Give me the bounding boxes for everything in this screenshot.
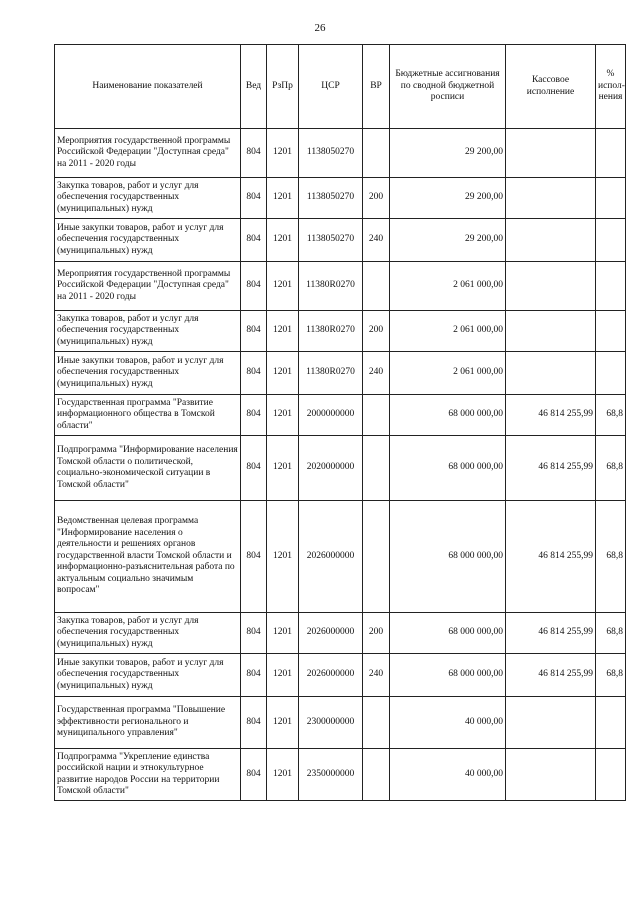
cell-ved: 804 xyxy=(241,749,267,801)
cell-budget: 68 000 000,00 xyxy=(390,654,506,697)
table-row xyxy=(55,613,626,654)
cell-vr: 200 xyxy=(363,311,390,352)
cell-vr xyxy=(363,697,390,749)
cell-rzpr: 1201 xyxy=(267,262,299,311)
table-row xyxy=(55,436,626,501)
cell-name: Иные закупки товаров, работ и услуг для обеспечения государственных (муниципальных) нужд xyxy=(55,219,241,262)
header-kassa: Кассовое исполнение xyxy=(506,45,596,129)
table-row xyxy=(55,654,626,697)
cell-ved: 804 xyxy=(241,262,267,311)
cell-ved: 804 xyxy=(241,311,267,352)
cell-name: Закупка товаров, работ и услуг для обеспечения государственных (муниципальных) нужд xyxy=(55,178,241,219)
cell-kassa xyxy=(506,697,596,749)
cell-rzpr: 1201 xyxy=(267,129,299,178)
cell-csr: 2300000000 xyxy=(299,697,363,749)
table-row xyxy=(55,129,626,178)
cell-pct xyxy=(596,129,626,178)
cell-ved: 804 xyxy=(241,219,267,262)
cell-pct xyxy=(596,178,626,219)
cell-vr xyxy=(363,395,390,436)
cell-rzpr: 1201 xyxy=(267,436,299,501)
cell-budget: 2 061 000,00 xyxy=(390,352,506,395)
cell-name: Подпрограмма "Информирование населения Томской области о политической, социально-экономической ситуации в Томской области" xyxy=(55,436,241,501)
cell-csr: 2000000000 xyxy=(299,395,363,436)
header-csr: ЦСР xyxy=(299,45,363,129)
cell-pct xyxy=(596,311,626,352)
cell-budget: 40 000,00 xyxy=(390,697,506,749)
header-ved: Вед xyxy=(241,45,267,129)
cell-pct xyxy=(596,749,626,801)
cell-csr: 11380R0270 xyxy=(299,352,363,395)
table-row xyxy=(55,395,626,436)
cell-budget: 29 200,00 xyxy=(390,219,506,262)
header-vr: ВР xyxy=(363,45,390,129)
table-row xyxy=(55,697,626,749)
cell-csr: 1138050270 xyxy=(299,178,363,219)
budget-table xyxy=(54,44,626,801)
cell-pct xyxy=(596,262,626,311)
cell-budget: 29 200,00 xyxy=(390,178,506,219)
cell-budget: 2 061 000,00 xyxy=(390,311,506,352)
cell-pct: 68,8 xyxy=(596,501,626,613)
cell-kassa xyxy=(506,352,596,395)
header-pct: % испол- нения xyxy=(596,45,626,129)
cell-name: Закупка товаров, работ и услуг для обеспечения государственных (муниципальных) нужд xyxy=(55,613,241,654)
cell-ved: 804 xyxy=(241,654,267,697)
cell-budget: 68 000 000,00 xyxy=(390,395,506,436)
cell-name: Мероприятия государственной программы Российской Федерации "Доступная среда" на 2011 - 2020 годы xyxy=(55,262,241,311)
table-row xyxy=(55,219,626,262)
cell-csr: 2350000000 xyxy=(299,749,363,801)
cell-rzpr: 1201 xyxy=(267,613,299,654)
cell-rzpr: 1201 xyxy=(267,178,299,219)
cell-pct: 68,8 xyxy=(596,436,626,501)
cell-ved: 804 xyxy=(241,352,267,395)
cell-kassa: 46 814 255,99 xyxy=(506,436,596,501)
cell-rzpr: 1201 xyxy=(267,219,299,262)
cell-ved: 804 xyxy=(241,501,267,613)
cell-kassa xyxy=(506,311,596,352)
cell-vr: 240 xyxy=(363,352,390,395)
cell-kassa xyxy=(506,219,596,262)
page-number: 26 xyxy=(314,22,326,34)
cell-ved: 804 xyxy=(241,697,267,749)
cell-ved: 804 xyxy=(241,613,267,654)
cell-vr: 200 xyxy=(363,178,390,219)
table-row xyxy=(55,501,626,613)
cell-csr: 2020000000 xyxy=(299,436,363,501)
cell-rzpr: 1201 xyxy=(267,395,299,436)
cell-ved: 804 xyxy=(241,129,267,178)
cell-vr: 240 xyxy=(363,654,390,697)
cell-pct: 68,8 xyxy=(596,395,626,436)
cell-budget: 68 000 000,00 xyxy=(390,501,506,613)
cell-csr: 11380R0270 xyxy=(299,311,363,352)
cell-csr: 1138050270 xyxy=(299,219,363,262)
cell-rzpr: 1201 xyxy=(267,352,299,395)
cell-name: Иные закупки товаров, работ и услуг для обеспечения государственных (муниципальных) нужд xyxy=(55,352,241,395)
cell-rzpr: 1201 xyxy=(267,311,299,352)
cell-vr: 200 xyxy=(363,613,390,654)
cell-budget: 40 000,00 xyxy=(390,749,506,801)
cell-kassa: 46 814 255,99 xyxy=(506,501,596,613)
cell-csr: 2026000000 xyxy=(299,613,363,654)
cell-budget: 29 200,00 xyxy=(390,129,506,178)
table-row xyxy=(55,178,626,219)
cell-name: Иные закупки товаров, работ и услуг для обеспечения государственных (муниципальных) нужд xyxy=(55,654,241,697)
cell-pct: 68,8 xyxy=(596,613,626,654)
table-row xyxy=(55,749,626,801)
cell-pct xyxy=(596,697,626,749)
cell-rzpr: 1201 xyxy=(267,501,299,613)
cell-kassa: 46 814 255,99 xyxy=(506,395,596,436)
cell-kassa: 46 814 255,99 xyxy=(506,654,596,697)
cell-rzpr: 1201 xyxy=(267,749,299,801)
cell-vr xyxy=(363,129,390,178)
cell-name: Государственная программа "Развитие информационного общества в Томской области" xyxy=(55,395,241,436)
cell-pct xyxy=(596,352,626,395)
cell-budget: 68 000 000,00 xyxy=(390,436,506,501)
cell-budget: 2 061 000,00 xyxy=(390,262,506,311)
cell-name: Государственная программа "Повышение эффективности регионального и муниципального управления" xyxy=(55,697,241,749)
cell-kassa: 46 814 255,99 xyxy=(506,613,596,654)
cell-csr: 11380R0270 xyxy=(299,262,363,311)
table-row xyxy=(55,262,626,311)
cell-csr: 1138050270 xyxy=(299,129,363,178)
table-row xyxy=(55,352,626,395)
cell-csr: 2026000000 xyxy=(299,501,363,613)
cell-ved: 804 xyxy=(241,395,267,436)
cell-csr: 2026000000 xyxy=(299,654,363,697)
cell-pct: 68,8 xyxy=(596,654,626,697)
cell-vr xyxy=(363,749,390,801)
table-header-row xyxy=(55,45,626,129)
cell-ved: 804 xyxy=(241,436,267,501)
cell-kassa xyxy=(506,262,596,311)
table-row xyxy=(55,311,626,352)
cell-name: Подпрограмма "Укрепление единства российской нации и этнокультурное развитие народов России на территории Томской области" xyxy=(55,749,241,801)
cell-rzpr: 1201 xyxy=(267,697,299,749)
cell-ved: 804 xyxy=(241,178,267,219)
cell-vr xyxy=(363,436,390,501)
cell-name: Ведомственная целевая программа "Информирование населения о деятельности и решениях органов государственной власти Томской области и информационно-разъяснительная работа по актуальным социально значимым вопросам" xyxy=(55,501,241,613)
cell-kassa xyxy=(506,178,596,219)
cell-kassa xyxy=(506,749,596,801)
cell-vr xyxy=(363,501,390,613)
header-budget: Бюджетные ассигнования по сводной бюджетной росписи xyxy=(390,45,506,129)
cell-vr xyxy=(363,262,390,311)
cell-pct xyxy=(596,219,626,262)
cell-name: Мероприятия государственной программы Российской Федерации "Доступная среда" на 2011 - 2020 годы xyxy=(55,129,241,178)
cell-budget: 68 000 000,00 xyxy=(390,613,506,654)
header-name: Наименование показателей xyxy=(55,45,241,129)
cell-rzpr: 1201 xyxy=(267,654,299,697)
cell-vr: 240 xyxy=(363,219,390,262)
cell-kassa xyxy=(506,129,596,178)
cell-name: Закупка товаров, работ и услуг для обеспечения государственных (муниципальных) нужд xyxy=(55,311,241,352)
header-rzpr: РзПр xyxy=(267,45,299,129)
